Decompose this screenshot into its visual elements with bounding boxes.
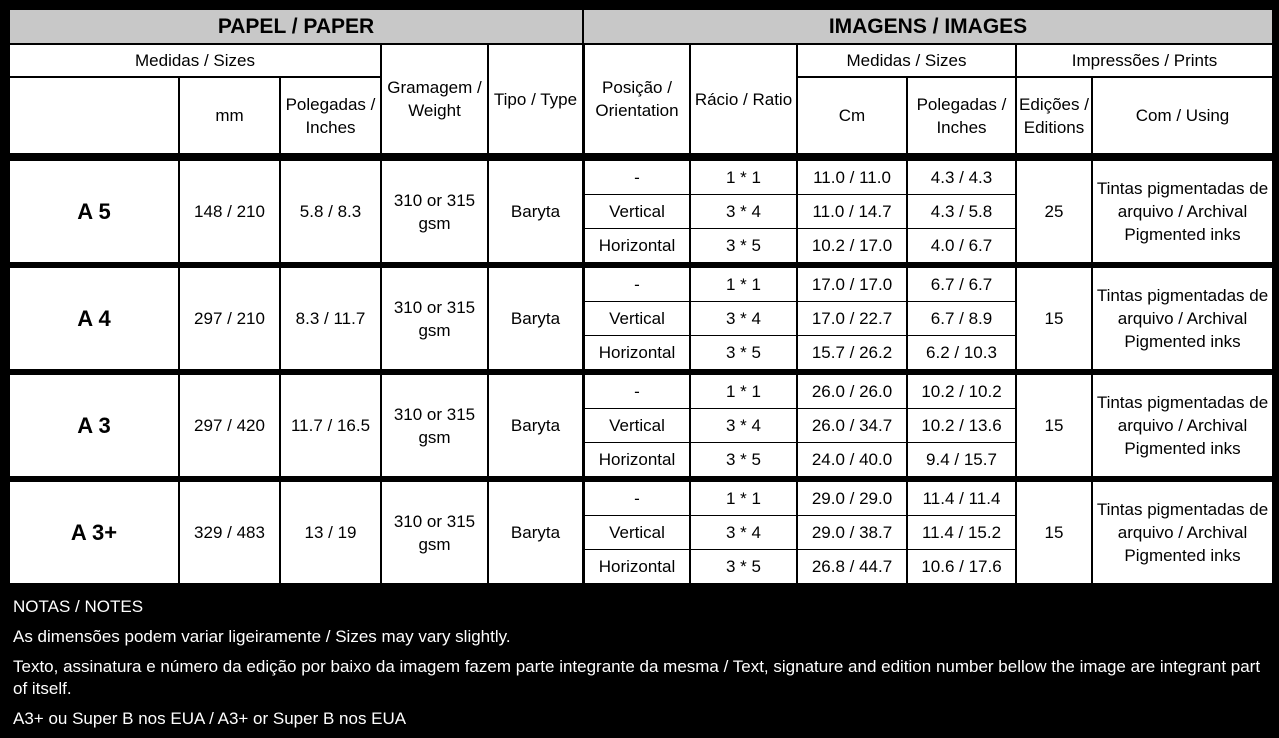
notes-section (13, 596, 1273, 730)
orientation-value: Vertical (585, 302, 689, 335)
image-inches-header: Polegadas / Inches (908, 78, 1015, 153)
orientation-value: Vertical (585, 409, 689, 442)
orientation-value: - (585, 268, 689, 301)
type-value: Baryta (489, 161, 582, 262)
weight-header: Gramagem / Weight (382, 45, 487, 153)
paper-size-name: A 5 (10, 161, 178, 262)
image-cm-value: 29.0 / 29.0 (798, 482, 906, 515)
image-cm-value: 15.7 / 26.2 (798, 336, 906, 369)
weight-value: 310 or 315 gsm (382, 482, 487, 583)
mm-header: mm (180, 78, 279, 153)
ratio-value: 3 * 5 (691, 550, 796, 583)
image-cm-value: 17.0 / 22.7 (798, 302, 906, 335)
ratio-value: 3 * 4 (691, 195, 796, 228)
weight-value: 310 or 315 gsm (382, 161, 487, 262)
paper-inches-value: 8.3 / 11.7 (281, 268, 380, 369)
ratio-value: 1 * 1 (691, 375, 796, 408)
image-inches-value: 10.2 / 13.6 (908, 409, 1015, 442)
editions-value: 25 (1017, 161, 1091, 262)
ratio-value: 1 * 1 (691, 482, 796, 515)
image-inches-value: 4.3 / 4.3 (908, 161, 1015, 194)
ratio-value: 1 * 1 (691, 268, 796, 301)
editions-header: Edições / Editions (1017, 78, 1091, 153)
orientation-value: Horizontal (585, 443, 689, 476)
images-section-header: IMAGENS / IMAGES (584, 10, 1272, 43)
paper-size-name: A 3 (10, 375, 178, 476)
image-inches-value: 4.0 / 6.7 (908, 229, 1015, 262)
paper-mm-value: 297 / 210 (180, 268, 279, 369)
type-value: Baryta (489, 482, 582, 583)
orientation-value: Horizontal (585, 336, 689, 369)
using-value: Tintas pigmentadas de arquivo / Archival Pigmented inks (1093, 268, 1272, 369)
using-value: Tintas pigmentadas de arquivo / Archival Pigmented inks (1093, 161, 1272, 262)
type-value: Baryta (489, 268, 582, 369)
image-cm-value: 29.0 / 38.7 (798, 516, 906, 549)
image-inches-value: 10.6 / 17.6 (908, 550, 1015, 583)
image-cm-value: 26.8 / 44.7 (798, 550, 906, 583)
editions-value: 15 (1017, 375, 1091, 476)
orientation-value: Horizontal (585, 229, 689, 262)
image-cm-value: 11.0 / 14.7 (798, 195, 906, 228)
note-line: As dimensões podem variar ligeiramente / Sizes may vary slightly. (13, 627, 511, 646)
orientation-header: Posição / Orientation (585, 45, 689, 153)
image-inches-value: 4.3 / 5.8 (908, 195, 1015, 228)
ratio-value: 3 * 4 (691, 302, 796, 335)
paper-inches-header: Polegadas / Inches (281, 78, 380, 153)
orientation-value: - (585, 482, 689, 515)
image-inches-value: 11.4 / 15.2 (908, 516, 1015, 549)
using-value: Tintas pigmentadas de arquivo / Archival Pigmented inks (1093, 482, 1272, 583)
image-inches-value: 10.2 / 10.2 (908, 375, 1015, 408)
using-value: Tintas pigmentadas de arquivo / Archival Pigmented inks (1093, 375, 1272, 476)
ratio-value: 3 * 5 (691, 229, 796, 262)
image-cm-value: 26.0 / 26.0 (798, 375, 906, 408)
image-inches-value: 6.2 / 10.3 (908, 336, 1015, 369)
orientation-value: Vertical (585, 516, 689, 549)
paper-inches-value: 5.8 / 8.3 (281, 161, 380, 262)
ratio-value: 3 * 4 (691, 409, 796, 442)
using-header: Com / Using (1093, 78, 1272, 153)
image-cm-value: 24.0 / 40.0 (798, 443, 906, 476)
editions-value: 15 (1017, 268, 1091, 369)
type-header: Tipo / Type (489, 45, 582, 153)
ratio-value: 1 * 1 (691, 161, 796, 194)
orientation-value: - (585, 161, 689, 194)
paper-name-header-blank (10, 78, 178, 153)
orientation-value: Vertical (585, 195, 689, 228)
ratio-header: Rácio / Ratio (691, 45, 796, 153)
paper-size-name: A 3+ (10, 482, 178, 583)
image-sizes-header: Medidas / Sizes (798, 45, 1015, 76)
editions-value: 15 (1017, 482, 1091, 583)
image-inches-value: 6.7 / 6.7 (908, 268, 1015, 301)
ratio-value: 3 * 4 (691, 516, 796, 549)
paper-mm-value: 329 / 483 (180, 482, 279, 583)
paper-section-header: PAPEL / PAPER (10, 10, 582, 43)
note-line: A3+ ou Super B nos EUA / A3+ or Super B nos EUA (13, 709, 407, 728)
ratio-value: 3 * 5 (691, 336, 796, 369)
image-cm-value: 17.0 / 17.0 (798, 268, 906, 301)
image-inches-value: 6.7 / 8.9 (908, 302, 1015, 335)
image-inches-value: 11.4 / 11.4 (908, 482, 1015, 515)
type-value: Baryta (489, 375, 582, 476)
weight-value: 310 or 315 gsm (382, 268, 487, 369)
weight-value: 310 or 315 gsm (382, 375, 487, 476)
paper-mm-value: 148 / 210 (180, 161, 279, 262)
paper-inches-value: 11.7 / 16.5 (281, 375, 380, 476)
image-inches-value: 9.4 / 15.7 (908, 443, 1015, 476)
image-cm-value: 11.0 / 11.0 (798, 161, 906, 194)
paper-inches-value: 13 / 19 (281, 482, 380, 583)
notes-title: NOTAS / NOTES (13, 597, 144, 616)
prints-header: Impressões / Prints (1017, 45, 1272, 76)
ratio-value: 3 * 5 (691, 443, 796, 476)
paper-sizes-header: Medidas / Sizes (10, 45, 380, 76)
orientation-value: - (585, 375, 689, 408)
cm-header: Cm (798, 78, 906, 153)
note-line: Texto, assinatura e número da edição por baixo da imagem fazem parte integrante da mesma / Text, signature and edition number bellow the image are integrant part of itself. (13, 657, 1261, 698)
image-cm-value: 10.2 / 17.0 (798, 229, 906, 262)
image-cm-value: 26.0 / 34.7 (798, 409, 906, 442)
paper-size-name: A 4 (10, 268, 178, 369)
orientation-value: Horizontal (585, 550, 689, 583)
paper-mm-value: 297 / 420 (180, 375, 279, 476)
